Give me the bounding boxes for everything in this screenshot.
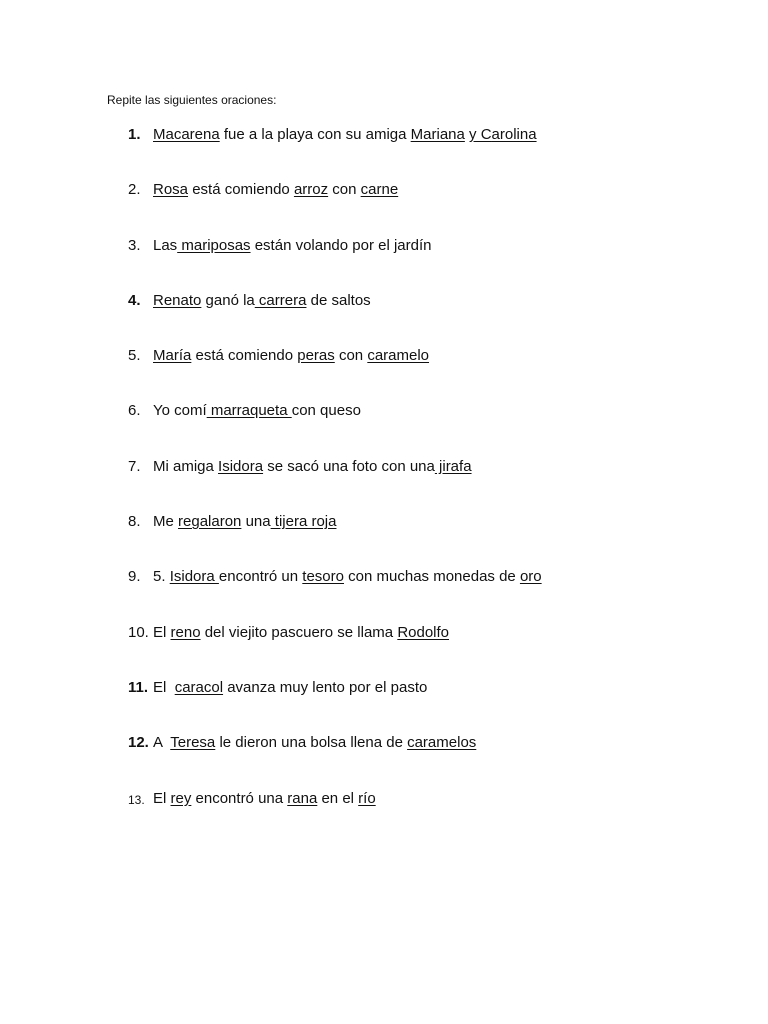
sentence-fragment: en el — [317, 789, 359, 807]
sentence-fragment: está comiendo — [188, 181, 294, 199]
underlined-word: marraqueta — [206, 402, 292, 420]
sentence-fragment: El — [153, 623, 171, 641]
sentence-text — [153, 734, 476, 751]
sentence-fragment: encontró un — [218, 568, 303, 586]
sentence-fragment: están volando por el jardín — [250, 236, 432, 254]
underlined-word: caracol — [174, 678, 224, 696]
underlined-word: tesoro — [302, 568, 344, 586]
sentence-text — [153, 237, 432, 254]
underlined-word: peras — [297, 347, 335, 365]
underlined-word: mariposas — [177, 236, 251, 254]
underlined-word: río — [358, 789, 376, 807]
sentence-text — [153, 126, 537, 143]
sentence-number: 12. — [128, 734, 149, 752]
instruction-heading: Repite las siguientes oraciones: — [107, 93, 277, 107]
sentence-fragment: con — [328, 181, 361, 199]
sentence-fragment: avanza muy lento por el pasto — [223, 678, 428, 696]
sentence-fragment: con — [334, 347, 368, 365]
underlined-word: Teresa — [170, 734, 216, 752]
sentence-fragment: Yo comí — [153, 402, 207, 420]
underlined-word: rey — [170, 789, 192, 807]
sentence-fragment: Me — [153, 513, 179, 531]
underlined-word: Macarena — [153, 126, 220, 143]
underlined-word: Rodolfo — [397, 623, 450, 641]
sentence-number: 7. — [128, 457, 141, 475]
sentence-number: 13. — [128, 792, 145, 807]
underlined-word: arroz — [293, 181, 329, 199]
sentence-text — [153, 458, 472, 475]
underlined-word: caramelo — [367, 347, 430, 365]
sentence-number: 3. — [128, 236, 141, 254]
sentence-number: 9. — [128, 568, 141, 586]
sentence-fragment: El — [153, 678, 175, 696]
underlined-word: y C — [469, 126, 492, 143]
sentence-number: 6. — [128, 402, 141, 420]
sentence-text — [153, 181, 398, 198]
sentence-fragment: de saltos — [306, 291, 371, 309]
sentence-number: 8. — [128, 513, 141, 531]
sentence-fragment: se sacó una foto con una — [263, 457, 435, 475]
sentence-text — [153, 679, 427, 696]
sentence-fragment: encontró una — [191, 789, 288, 807]
sentence-fragment: A — [153, 734, 171, 752]
underlined-word: jirafa — [434, 457, 472, 475]
sentence-fragment: Mi amiga — [153, 457, 219, 475]
underlined-word: Isidora — [218, 457, 264, 475]
underlined-word: Isidora — [169, 568, 219, 586]
sentence-fragment: del viejito pascuero se llama — [200, 623, 398, 641]
sentence-number: 4. — [128, 291, 141, 309]
sentence-text — [153, 624, 449, 641]
sentence-text — [153, 347, 429, 364]
sentence-number: 1. — [128, 126, 141, 143]
underlined-word: reno — [170, 623, 201, 641]
underlined-word: Rosa — [153, 181, 189, 199]
underlined-word: rana — [287, 789, 318, 807]
sentence-fragment: fue a la playa con su amiga — [219, 126, 411, 143]
underlined-word: carne — [360, 181, 399, 199]
sentence-fragment: una — [241, 513, 271, 531]
sentence-number: 2. — [128, 181, 141, 199]
sentence-fragment: ganó la — [201, 291, 255, 309]
underlined-word: Mariana — [410, 126, 465, 143]
underlined-word: caramelos — [407, 734, 477, 752]
sentence-fragment: 5. — [153, 568, 170, 586]
sentence-fragment: está comiendo — [191, 347, 298, 365]
underlined-word: regalaron — [178, 513, 242, 531]
sentence-text — [153, 568, 542, 585]
underlined-word: arolina — [491, 126, 537, 143]
sentence-text — [153, 513, 336, 530]
sentence-text — [153, 292, 371, 309]
underlined-word: Renato — [153, 291, 202, 309]
sentence-number: 10. — [128, 623, 149, 641]
sentence-fragment: con queso — [291, 402, 361, 420]
underlined-word: carrera — [254, 291, 307, 309]
sentence-fragment: El — [153, 789, 171, 807]
underlined-word: tijera roja — [270, 513, 337, 531]
sentence-text — [153, 790, 376, 807]
underlined-word: oro — [519, 568, 542, 586]
sentence-fragment: le dieron una bolsa llena de — [215, 734, 408, 752]
sentence-number: 11. — [128, 678, 149, 696]
sentence-fragment: Las — [153, 236, 178, 254]
sentence-number: 5. — [128, 347, 141, 365]
underlined-word: María — [153, 347, 192, 365]
sentence-text — [153, 402, 361, 419]
sentence-fragment: con muchas monedas de — [344, 568, 520, 586]
